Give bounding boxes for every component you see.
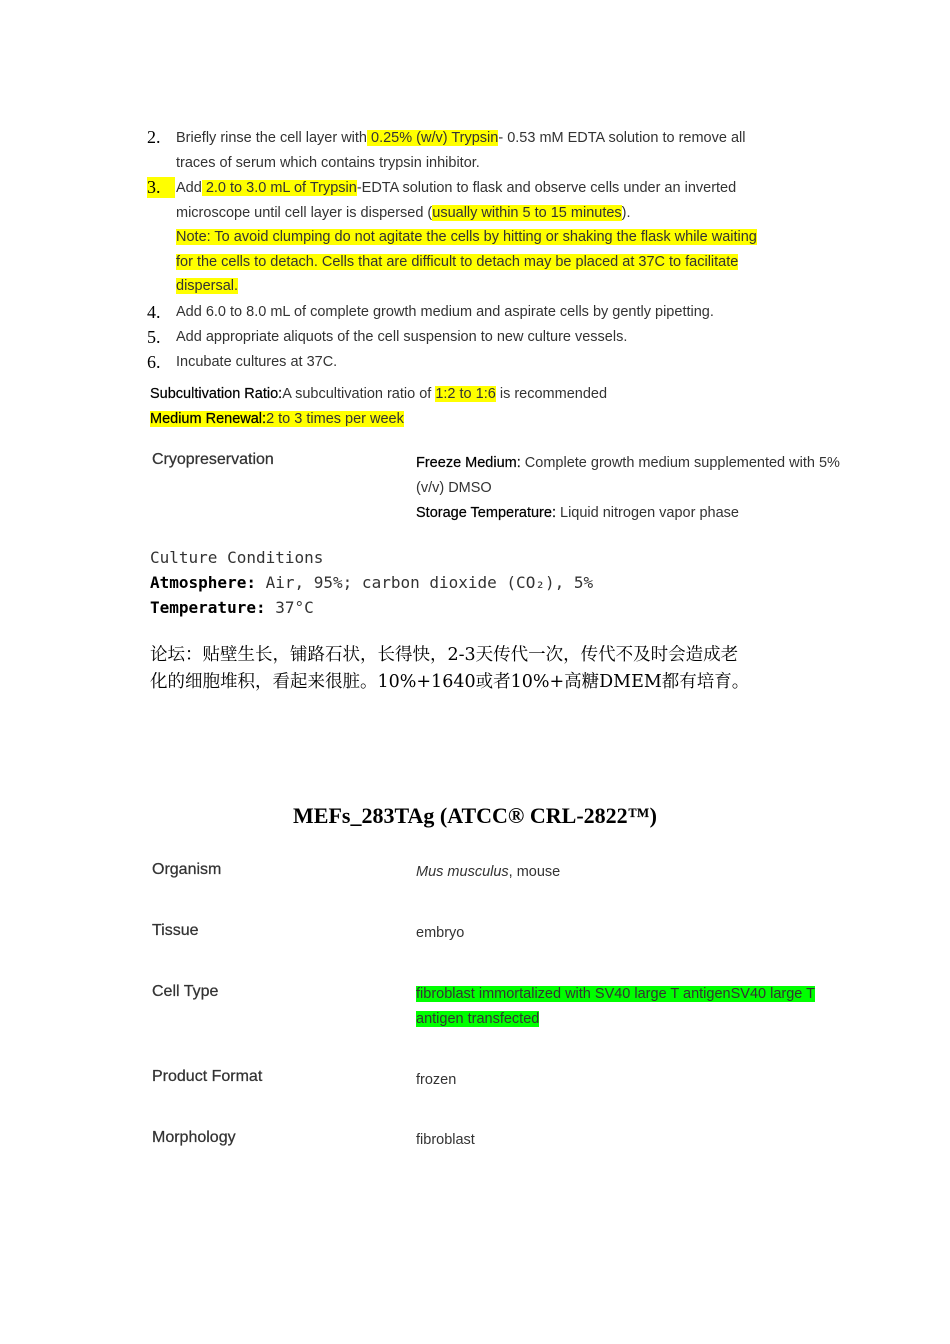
step-text: microscope until cell layer is dispersed ( [176,204,433,221]
step-2-text [176,126,796,175]
note-text: for the cells to detach. Cells that are difficult to detach may be placed at 37C to facilitate [176,253,739,270]
subcultivation-label: Subcultivation Ratio: [150,386,283,402]
cell-type-value [416,982,866,1032]
subcultivation-highlight: 1:2 to 1:6 [435,386,496,402]
step-number: 4. [147,302,161,322]
freeze-medium-text: Complete growth medium supplemented with 5% [520,455,840,471]
step-text: ). [621,204,631,221]
forum-note-line: 化的细胞堆积，看起来很脏。10%+1640或者10%+高糖DMEM都有培育。 [150,672,750,692]
step-text: - 0.53 mM EDTA solution to remove all [498,130,746,146]
product-title: MEFs_283TAg (ATCC® CRL-2822™) [293,803,657,828]
temperature-value: 37°C [265,598,314,617]
step-4-text: Add 6.0 to 8.0 mL of complete growth medium and aspirate cells by gently pipetting. [176,304,714,320]
storage-temperature-label: Storage Temperature: [416,505,556,521]
cell-type-label: Cell Type [152,983,219,1000]
step-number: 2. [147,127,161,147]
temperature-line [150,598,314,617]
morphology-value: fibroblast [416,1132,475,1148]
step-text: Briefly rinse the cell layer with [176,130,367,146]
medium-renewal-text: 2 to 3 times per week [266,411,404,427]
cryopreservation-value [416,451,866,526]
product-format-value: frozen [416,1072,457,1088]
highlighted-text: 2.0 to 3.0 mL of Trypsin [201,180,357,196]
cryopreservation-label: Cryopreservation [152,451,274,468]
tissue-value: embryo [416,925,465,941]
organism-value [416,860,866,885]
step-number: 6. [147,352,161,372]
organism-scientific-name: Mus musculus [416,864,509,880]
atmosphere-value: Air, 95%; carbon dioxide (CO₂), 5% [255,573,594,592]
note-text: Note: To avoid clumping do not agitate the cells by hitting or shaking the flask while waiting [176,229,757,245]
subcultivation-text: A subcultivation ratio of [282,386,436,402]
medium-renewal-label: Medium Renewal: [150,411,267,427]
subcultivation-text: is recommended [495,386,608,402]
highlighted-text: 0.25% (w/v) Trypsin [367,130,499,146]
atmosphere-line [150,573,593,592]
step-6-text: Incubate cultures at 37C. [176,354,338,370]
morphology-label: Morphology [152,1129,236,1146]
freeze-medium-label: Freeze Medium: [416,455,521,471]
forum-note [150,642,810,696]
storage-temperature-text: Liquid nitrogen vapor phase [555,505,739,521]
organism-common-name: , mouse [508,864,561,880]
step-number: 3. [147,177,175,198]
temperature-label: Temperature: [150,598,266,617]
product-format-label: Product Format [152,1068,263,1085]
step-3-text [176,176,796,299]
step-number: 5. [147,327,161,347]
culture-conditions-heading: Culture Conditions [150,548,324,567]
step-text: traces of serum which contains trypsin inhibitor. [176,154,480,171]
step-5-text: Add appropriate aliquots of the cell suspension to new culture vessels. [176,329,628,345]
forum-note-line: 论坛：贴壁生长，铺路石状，长得快，2-3天传代一次，传代不及时会造成老 [150,645,739,665]
cell-type-text: antigen transfected [416,1011,540,1027]
medium-renewal [150,411,404,427]
step-text: Add [176,180,202,196]
note-text: dispersal. [176,278,239,294]
cell-type-text: fibroblast immortalized with SV40 large T antigenSV40 large T [416,986,815,1002]
step-text: -EDTA solution to flask and observe cells under an inverted [356,180,737,196]
atmosphere-label: Atmosphere: [150,573,256,592]
freeze-medium-text: (v/v) DMSO [416,480,492,496]
tissue-label: Tissue [152,922,199,939]
subcultivation-ratio [150,386,607,402]
highlighted-text: usually within 5 to 15 minutes [432,204,622,221]
organism-label: Organism [152,861,222,878]
